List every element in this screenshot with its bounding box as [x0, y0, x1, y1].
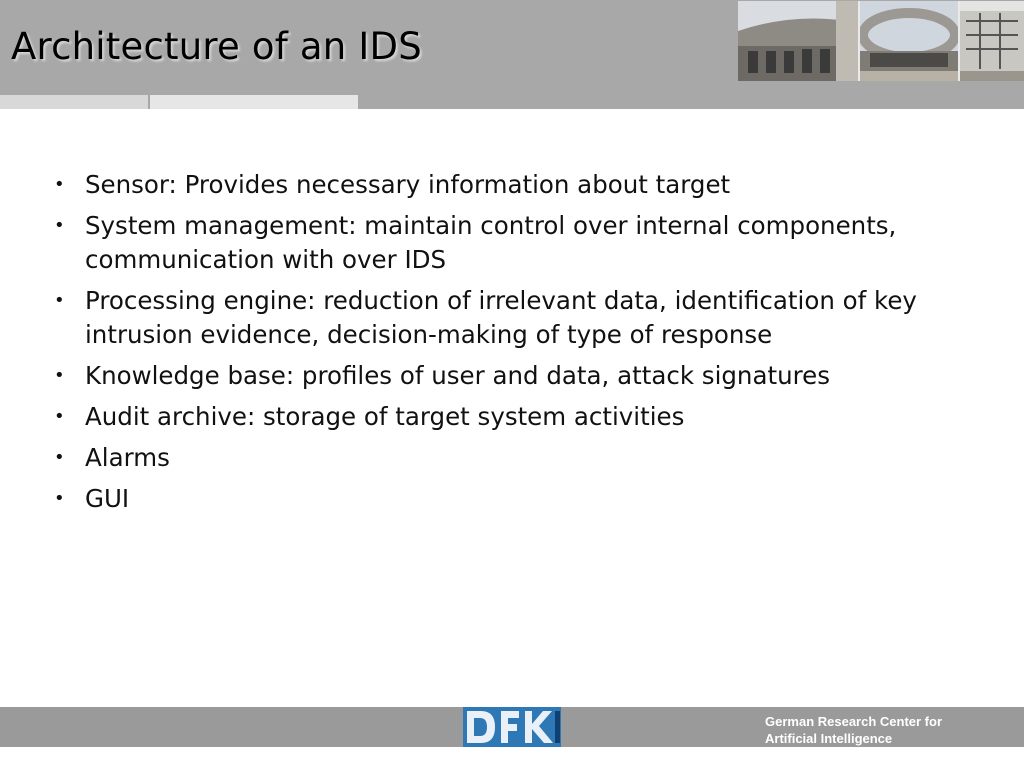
- building-photo-2: [860, 1, 958, 81]
- slide-header: [0, 0, 1024, 109]
- bullet-item: • Alarms: [48, 441, 1008, 475]
- bullet-dot-icon: •: [54, 406, 65, 427]
- org-line-2: Artificial Intelligence: [765, 731, 893, 746]
- bullet-list: [48, 168, 1008, 516]
- organization-name: [765, 713, 942, 747]
- bullet-dot-icon: •: [54, 215, 65, 236]
- slide-footer: [0, 707, 1024, 747]
- dfki-logo-icon: [463, 707, 561, 747]
- bullet-item: • Audit archive: storage of target system activities: [48, 400, 1008, 434]
- org-line-1: German Research Center for: [765, 714, 943, 729]
- bullet-dot-icon: •: [54, 488, 65, 509]
- header-accent-strip-left: [0, 95, 148, 109]
- building-photo-3: [960, 1, 1024, 81]
- bullet-item: • Knowledge base: profiles of user and data, attack signatures: [48, 359, 1008, 393]
- bullet-dot-icon: •: [54, 290, 65, 311]
- bullet-dot-icon: •: [54, 365, 65, 386]
- building-photo-1: [738, 1, 858, 81]
- slide-content: [48, 168, 1008, 523]
- dfki-logo: [463, 707, 561, 747]
- bullet-dot-icon: •: [54, 174, 65, 195]
- bullet-item: • GUI: [48, 482, 1008, 516]
- header-accent-strip-right: [150, 95, 358, 109]
- bullet-dot-icon: •: [54, 447, 65, 468]
- bullet-item: • Processing engine: reduction of irrelevant data, identification of key intrusion evidence, decision-making of type of response: [54, 286, 917, 349]
- slide-title: Architecture of an IDS: [11, 25, 422, 68]
- bullet-item: • Sensor: Provides necessary information about target: [48, 168, 1008, 202]
- building-photos: [738, 1, 1024, 81]
- bullet-item: • System management: maintain control over internal components, communication with over IDS: [54, 211, 897, 274]
